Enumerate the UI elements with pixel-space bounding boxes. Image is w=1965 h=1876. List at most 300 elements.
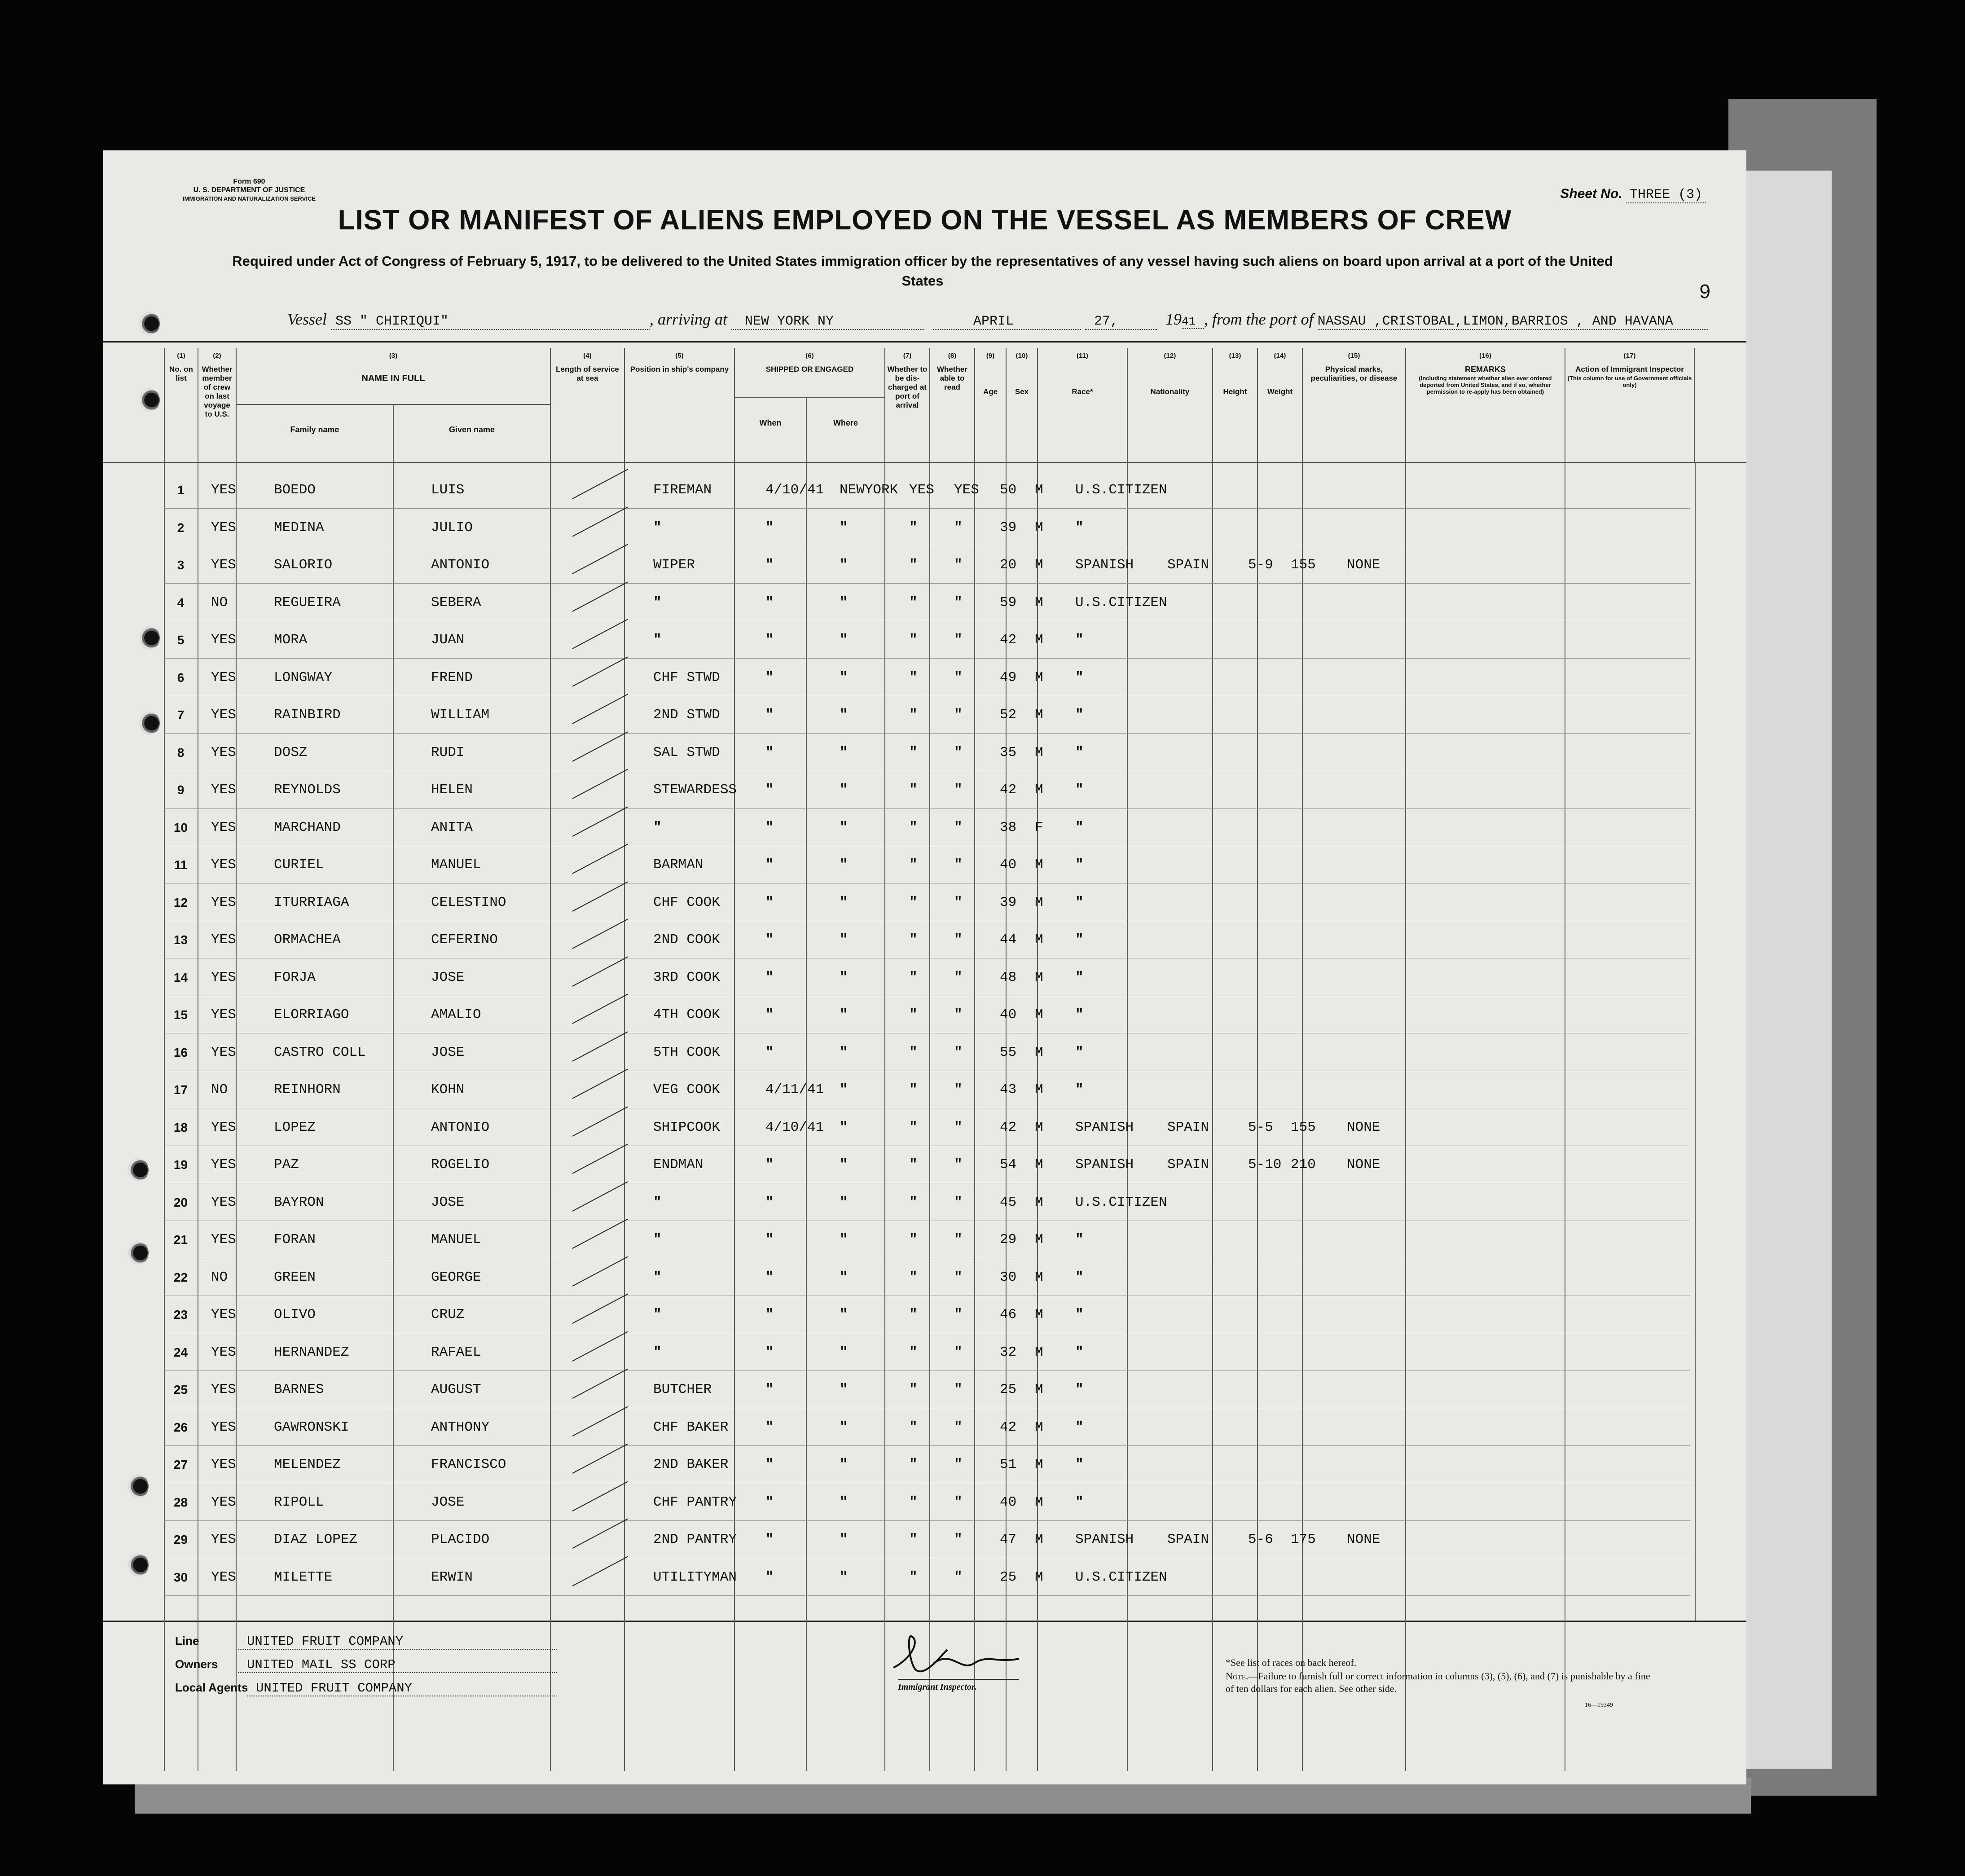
- row-rule: [164, 508, 1690, 509]
- cell-able-to-read: ": [954, 819, 963, 835]
- cell-race: U.S.CITIZEN: [1075, 594, 1167, 611]
- cell-discharged: ": [909, 1344, 918, 1360]
- owners-value: UNITED MAIL SS CORP: [238, 1657, 557, 1673]
- cell-given-name: RUDI: [431, 744, 465, 760]
- cell-discharged: ": [909, 1569, 918, 1585]
- cell-shipped-when: 4/11/41: [765, 1082, 824, 1098]
- cell-last-voyage: YES: [211, 1307, 236, 1322]
- col-header-8: (8) Whether able to read: [929, 348, 974, 462]
- col-header-5: (5) Position in ship's company: [624, 348, 734, 462]
- cell-race: ": [1075, 1494, 1084, 1510]
- cell-nationality: SPAIN: [1167, 1157, 1209, 1173]
- service-pen-mark: [572, 1293, 629, 1323]
- service-pen-mark: [572, 1443, 629, 1473]
- cell-position: ": [653, 632, 662, 648]
- row-number: 14: [173, 970, 188, 984]
- cell-race: ": [1075, 1307, 1084, 1322]
- cell-last-voyage: YES: [211, 1494, 236, 1510]
- service-pen-mark: [572, 656, 629, 686]
- col-header-3: (3) NAME IN FULL: [236, 348, 550, 462]
- cell-able-to-read: ": [954, 1532, 963, 1547]
- row-number: 26: [173, 1420, 188, 1434]
- col-header-14: (14) Weight: [1257, 348, 1302, 462]
- cell-last-voyage: NO: [211, 1082, 228, 1098]
- header-rule: [103, 462, 1746, 463]
- cell-last-voyage: YES: [211, 1044, 236, 1060]
- cell-race: ": [1075, 669, 1084, 685]
- cell-family-name: REINHORN: [274, 1082, 341, 1098]
- cell-race: ": [1075, 1044, 1084, 1060]
- col-header-2: (2) Whether member of crew on last voyage to U.S.: [198, 348, 236, 462]
- page-number: 9: [1699, 281, 1710, 303]
- cell-able-to-read: ": [954, 1494, 963, 1510]
- row-rule: [164, 733, 1690, 734]
- grid-line: [393, 462, 394, 1771]
- cell-given-name: HELEN: [431, 782, 473, 798]
- grid-line: [974, 462, 975, 1771]
- cell-race: ": [1075, 819, 1084, 835]
- cell-able-to-read: ": [954, 894, 963, 910]
- cell-discharged: ": [909, 1232, 918, 1248]
- cell-last-voyage: YES: [211, 1007, 236, 1023]
- cell-shipped-where: ": [840, 519, 848, 536]
- col-header-10: (10) Sex: [1006, 348, 1037, 462]
- cell-family-name: MARCHAND: [274, 819, 341, 835]
- cell-last-voyage: NO: [211, 1269, 228, 1285]
- cell-sex: M: [1035, 1119, 1043, 1135]
- cell-height: 5-9: [1248, 557, 1273, 573]
- service-pen-mark: [572, 1331, 629, 1361]
- row-rule: [164, 1520, 1690, 1521]
- cell-given-name: JOSE: [431, 1494, 465, 1510]
- service-pen-mark: [572, 1031, 629, 1061]
- col-header-15: (15) Physical marks, peculiarities, or disease: [1302, 348, 1405, 462]
- cell-position: VEG COOK: [653, 1082, 720, 1098]
- col-header-family: Family name: [236, 404, 393, 462]
- cell-shipped-when: ": [765, 1494, 774, 1510]
- cell-family-name: REGUEIRA: [274, 594, 341, 611]
- cell-age: 42: [1000, 1419, 1017, 1435]
- cell-shipped-when: 4/10/41: [765, 482, 824, 498]
- cell-shipped-where: ": [840, 1307, 848, 1322]
- row-number: 11: [174, 858, 188, 872]
- cell-race: ": [1075, 1007, 1084, 1023]
- service-pen-mark: [572, 993, 629, 1024]
- cell-able-to-read: ": [954, 1307, 963, 1322]
- line-value: UNITED FRUIT COMPANY: [238, 1634, 557, 1650]
- cell-position: FIREMAN: [653, 482, 712, 498]
- cell-race: SPANISH: [1075, 1157, 1134, 1173]
- cell-position: ": [653, 1269, 662, 1285]
- binder-hole: [128, 1158, 149, 1182]
- cell-race: ": [1075, 632, 1084, 648]
- cell-position: 4TH COOK: [653, 1007, 720, 1023]
- cell-shipped-when: ": [765, 1044, 774, 1060]
- row-number: 9: [177, 783, 185, 797]
- row-number: 15: [173, 1008, 188, 1022]
- binder-hole: [139, 388, 160, 412]
- cell-height: 5-10: [1248, 1157, 1282, 1173]
- col-header-17: (17) Action of Immigrant Inspector (This column for use of Government officials only): [1565, 348, 1695, 462]
- from-label: , from the port of: [1204, 310, 1314, 328]
- cell-given-name: AMALIO: [431, 1007, 481, 1023]
- cell-shipped-when: ": [765, 1382, 774, 1397]
- cell-age: 45: [1000, 1194, 1017, 1210]
- cell-last-voyage: YES: [211, 1232, 236, 1248]
- cell-position: ": [653, 1307, 662, 1322]
- cell-family-name: CASTRO COLL: [274, 1044, 366, 1060]
- cell-age: 30: [1000, 1269, 1017, 1285]
- cell-family-name: ITURRIAGA: [274, 894, 349, 910]
- cell-given-name: KOHN: [431, 1082, 465, 1098]
- note-label: Note.: [1226, 1670, 1248, 1682]
- cell-given-name: MANUEL: [431, 1232, 481, 1248]
- cell-sex: M: [1035, 1494, 1043, 1510]
- arriving-port: NEW YORK NY: [731, 314, 924, 330]
- races-note: *See list of races on back hereof.: [1226, 1657, 1357, 1668]
- cell-sex: M: [1035, 1007, 1043, 1023]
- cell-shipped-when: ": [765, 594, 774, 611]
- cell-position: 2ND PANTRY: [653, 1532, 737, 1547]
- arriving-label: , arriving at: [649, 310, 727, 328]
- cell-sex: M: [1035, 782, 1043, 798]
- service-pen-mark: [572, 694, 629, 724]
- cell-discharged: ": [909, 744, 918, 760]
- arrival-month: APRIL: [933, 314, 1081, 330]
- cell-discharged: ": [909, 969, 918, 985]
- cell-given-name: RAFAEL: [431, 1344, 481, 1360]
- cell-family-name: LOPEZ: [274, 1119, 316, 1135]
- service-pen-mark: [572, 506, 629, 536]
- cell-shipped-where: ": [840, 1007, 848, 1023]
- cell-weight: 210: [1291, 1157, 1316, 1173]
- cell-family-name: DOSZ: [274, 744, 308, 760]
- cell-sex: M: [1035, 519, 1043, 536]
- cell-discharged: ": [909, 1194, 918, 1210]
- cell-sex: M: [1035, 1457, 1043, 1472]
- arrival-year: 41: [1182, 315, 1204, 329]
- cell-discharged: ": [909, 669, 918, 685]
- manifest-sheet: [103, 150, 1746, 1784]
- service-pen-mark: [572, 1068, 629, 1098]
- service-pen-mark: [572, 769, 629, 799]
- cell-able-to-read: ": [954, 1194, 963, 1210]
- vessel-label: Vessel: [287, 310, 327, 328]
- cell-age: 40: [1000, 1007, 1017, 1023]
- row-rule: [164, 1445, 1690, 1446]
- cell-position: 2ND COOK: [653, 932, 720, 948]
- cell-last-voyage: YES: [211, 707, 236, 723]
- cell-position: CHF COOK: [653, 894, 720, 910]
- cell-shipped-when: ": [765, 819, 774, 835]
- year-prefix: 19: [1165, 310, 1182, 328]
- cell-shipped-where: ": [840, 1344, 848, 1360]
- cell-last-voyage: YES: [211, 744, 236, 760]
- cell-race: U.S.CITIZEN: [1075, 1194, 1167, 1210]
- cell-position: ": [653, 1194, 662, 1210]
- cell-able-to-read: YES: [954, 482, 979, 498]
- cell-shipped-when: ": [765, 1194, 774, 1210]
- cell-sex: M: [1035, 557, 1043, 573]
- cell-shipped-when: ": [765, 1157, 774, 1173]
- row-number: 22: [173, 1270, 188, 1284]
- cell-able-to-read: ": [954, 1007, 963, 1023]
- service-pen-mark: [572, 1406, 629, 1436]
- cell-position: CHF PANTRY: [653, 1494, 737, 1510]
- cell-given-name: FREND: [431, 669, 473, 685]
- cell-discharged: YES: [909, 482, 934, 498]
- page-subtitle: Required under Act of Congress of February 5, 1917, to be delivered to the United States immigration officer by the representatives of any vessel having such aliens on board upon arrival at a port of the United States: [232, 253, 1613, 289]
- row-number: 10: [173, 820, 188, 835]
- cell-age: 55: [1000, 1044, 1017, 1060]
- cell-able-to-read: ": [954, 1382, 963, 1397]
- cell-discharged: ": [909, 1157, 918, 1173]
- cell-age: 50: [1000, 482, 1017, 498]
- cell-last-voyage: YES: [211, 557, 236, 573]
- cell-height: 5-5: [1248, 1119, 1273, 1135]
- cell-discharged: ": [909, 1307, 918, 1322]
- cell-last-voyage: YES: [211, 819, 236, 835]
- cell-shipped-where: ": [840, 669, 848, 685]
- service-pen-mark: [572, 1256, 629, 1286]
- cell-age: 40: [1000, 1494, 1017, 1510]
- cell-shipped-when: ": [765, 519, 774, 536]
- service-pen-mark: [572, 1556, 629, 1586]
- sheet-value: THREE (3): [1626, 187, 1706, 203]
- cell-age: 42: [1000, 632, 1017, 648]
- footer-rule: [103, 1621, 1746, 1622]
- cell-discharged: ": [909, 894, 918, 910]
- cell-discharged: ": [909, 1382, 918, 1397]
- cell-sex: M: [1035, 969, 1043, 985]
- cell-age: 42: [1000, 1119, 1017, 1135]
- cell-given-name: PLACIDO: [431, 1532, 490, 1547]
- page-title: LIST OR MANIFEST OF ALIENS EMPLOYED ON THE VESSEL AS MEMBERS OF CREW: [338, 205, 1512, 236]
- cell-given-name: ANTHONY: [431, 1419, 490, 1435]
- binder-hole: [128, 1241, 149, 1265]
- row-number: 2: [177, 520, 185, 535]
- cell-family-name: RAINBIRD: [274, 707, 341, 723]
- cell-shipped-where: ": [840, 1457, 848, 1472]
- cell-sex: M: [1035, 1532, 1043, 1547]
- col-header-when: When: [734, 397, 806, 462]
- row-number: 8: [177, 745, 185, 760]
- cell-sex: M: [1035, 1419, 1043, 1435]
- cell-race: ": [1075, 1269, 1084, 1285]
- cell-able-to-read: ": [954, 669, 963, 685]
- service-pen-mark: [572, 918, 629, 949]
- cell-race: SPANISH: [1075, 1119, 1134, 1135]
- binder-hole: [139, 712, 160, 735]
- vessel-line: [287, 310, 1708, 330]
- cell-height: 5-6: [1248, 1532, 1273, 1547]
- cell-weight: 155: [1291, 557, 1316, 573]
- cell-position: ": [653, 819, 662, 835]
- cell-age: 38: [1000, 819, 1017, 835]
- cell-given-name: JUAN: [431, 632, 465, 648]
- cell-age: 54: [1000, 1157, 1017, 1173]
- cell-position: STEWARDESS: [653, 782, 737, 798]
- cell-family-name: BAYRON: [274, 1194, 324, 1210]
- cell-given-name: ANITA: [431, 819, 473, 835]
- cell-last-voyage: YES: [211, 519, 236, 536]
- cell-able-to-read: ": [954, 932, 963, 948]
- cell-family-name: MEDINA: [274, 519, 324, 536]
- cell-able-to-read: ": [954, 1269, 963, 1285]
- col-header-6: (6) SHIPPED OR ENGAGED: [734, 348, 884, 462]
- cell-sex: M: [1035, 1269, 1043, 1285]
- row-number: 12: [173, 895, 188, 909]
- cell-physical-marks: NONE: [1347, 1119, 1380, 1135]
- cell-position: BUTCHER: [653, 1382, 712, 1397]
- col-header-11: (11) Race*: [1037, 348, 1127, 462]
- cell-shipped-when: ": [765, 1269, 774, 1285]
- cell-sex: M: [1035, 707, 1043, 723]
- cell-discharged: ": [909, 819, 918, 835]
- cell-family-name: FORAN: [274, 1232, 316, 1248]
- cell-shipped-where: NEWYORK: [840, 482, 898, 498]
- row-number: 21: [173, 1233, 188, 1247]
- cell-discharged: ": [909, 1007, 918, 1023]
- cell-last-voyage: YES: [211, 932, 236, 948]
- service-pen-mark: [572, 881, 629, 911]
- cell-sex: M: [1035, 894, 1043, 910]
- row-number: 25: [173, 1383, 188, 1397]
- cell-family-name: SALORIO: [274, 557, 333, 573]
- cell-race: U.S.CITIZEN: [1075, 482, 1167, 498]
- cell-able-to-read: ": [954, 1457, 963, 1472]
- cell-shipped-when: ": [765, 632, 774, 648]
- cell-shipped-where: ": [840, 744, 848, 760]
- cell-given-name: FRANCISCO: [431, 1457, 506, 1472]
- cell-sex: M: [1035, 744, 1043, 760]
- cell-shipped-where: ": [840, 632, 848, 648]
- cell-physical-marks: NONE: [1347, 557, 1380, 573]
- cell-able-to-read: ": [954, 1569, 963, 1585]
- cell-weight: 155: [1291, 1119, 1316, 1135]
- cell-race: SPANISH: [1075, 1532, 1134, 1547]
- row-number: 3: [177, 558, 185, 572]
- binder-hole: [128, 1475, 149, 1498]
- cell-able-to-read: ": [954, 1119, 963, 1135]
- row-number: 30: [173, 1570, 188, 1584]
- back-sheet: [1742, 171, 1832, 1769]
- cell-able-to-read: ": [954, 1044, 963, 1060]
- cell-race: ": [1075, 519, 1084, 536]
- cell-discharged: ": [909, 932, 918, 948]
- cell-shipped-where: ": [840, 1082, 848, 1098]
- cell-sex: M: [1035, 1569, 1043, 1585]
- sheet-label: Sheet No.: [1560, 186, 1622, 201]
- row-number: 27: [173, 1458, 188, 1472]
- cell-shipped-when: ": [765, 857, 774, 873]
- grid-line: [550, 462, 551, 1771]
- cell-given-name: JOSE: [431, 1044, 465, 1060]
- cell-shipped-when: ": [765, 1344, 774, 1360]
- cell-discharged: ": [909, 557, 918, 573]
- cell-able-to-read: ": [954, 594, 963, 611]
- cell-shipped-where: ": [840, 932, 848, 948]
- cell-shipped-where: ": [840, 557, 848, 573]
- cell-sex: M: [1035, 1044, 1043, 1060]
- cell-discharged: ": [909, 1494, 918, 1510]
- cell-discharged: ": [909, 1082, 918, 1098]
- cell-race: U.S.CITIZEN: [1075, 1569, 1167, 1585]
- cell-age: 20: [1000, 557, 1017, 573]
- cell-race: ": [1075, 744, 1084, 760]
- cell-given-name: ANTONIO: [431, 1119, 490, 1135]
- service-pen-mark: [572, 1368, 629, 1398]
- cell-given-name: CEFERINO: [431, 932, 498, 948]
- cell-position: ENDMAN: [653, 1157, 703, 1173]
- cell-weight: 175: [1291, 1532, 1316, 1547]
- cell-race: ": [1075, 1232, 1084, 1248]
- cell-shipped-when: ": [765, 1232, 774, 1248]
- cell-discharged: ": [909, 594, 918, 611]
- cell-sex: M: [1035, 1344, 1043, 1360]
- cell-physical-marks: NONE: [1347, 1532, 1380, 1547]
- cell-age: 47: [1000, 1532, 1017, 1547]
- cell-last-voyage: NO: [211, 594, 228, 611]
- service-pen-mark: [572, 619, 629, 649]
- header-rule: [103, 341, 1746, 343]
- cell-race: ": [1075, 894, 1084, 910]
- cell-age: 44: [1000, 932, 1017, 948]
- cell-shipped-when: ": [765, 782, 774, 798]
- owners-label: Owners: [175, 1657, 218, 1671]
- cell-sex: M: [1035, 1232, 1043, 1248]
- cell-shipped-when: ": [765, 1307, 774, 1322]
- cell-shipped-where: ": [840, 894, 848, 910]
- cell-last-voyage: YES: [211, 669, 236, 685]
- grid-line: [1212, 462, 1213, 1771]
- col-header-13: (13) Height: [1212, 348, 1257, 462]
- cell-shipped-when: ": [765, 969, 774, 985]
- cell-last-voyage: YES: [211, 857, 236, 873]
- col-header-4: (4) Length of service at sea: [550, 348, 624, 462]
- row-number: 24: [173, 1345, 188, 1359]
- agents-value: UNITED FRUIT COMPANY: [247, 1681, 557, 1696]
- cell-last-voyage: YES: [211, 632, 236, 648]
- cell-family-name: BOEDO: [274, 482, 316, 498]
- cell-able-to-read: ": [954, 519, 963, 536]
- service-pen-mark: [572, 581, 629, 611]
- cell-shipped-where: ": [840, 1232, 848, 1248]
- cell-sex: M: [1035, 594, 1043, 611]
- grid-line: [929, 462, 930, 1771]
- col-header-1: (1) No. on list: [164, 348, 198, 462]
- cell-given-name: JOSE: [431, 969, 465, 985]
- cell-shipped-when: ": [765, 669, 774, 685]
- cell-able-to-read: ": [954, 707, 963, 723]
- owners-field: [175, 1657, 557, 1673]
- cell-able-to-read: ": [954, 782, 963, 798]
- service-pen-mark: [572, 1181, 629, 1211]
- col-header-16: (16) REMARKS (Including statement whether alien ever ordered deported from United States, and if so, whether permission to re-apply has been obtained): [1405, 348, 1565, 462]
- cell-able-to-read: ": [954, 969, 963, 985]
- cell-age: 29: [1000, 1232, 1017, 1248]
- service-pen-mark: [572, 1218, 629, 1248]
- cell-position: ": [653, 519, 662, 536]
- cell-shipped-where: ": [840, 1494, 848, 1510]
- cell-shipped-when: ": [765, 744, 774, 760]
- row-number: 4: [177, 595, 185, 610]
- cell-shipped-where: ": [840, 1157, 848, 1173]
- cell-discharged: ": [909, 1044, 918, 1060]
- cell-shipped-where: ": [840, 857, 848, 873]
- cell-shipped-when: ": [765, 1569, 774, 1585]
- service-pen-mark: [572, 544, 629, 574]
